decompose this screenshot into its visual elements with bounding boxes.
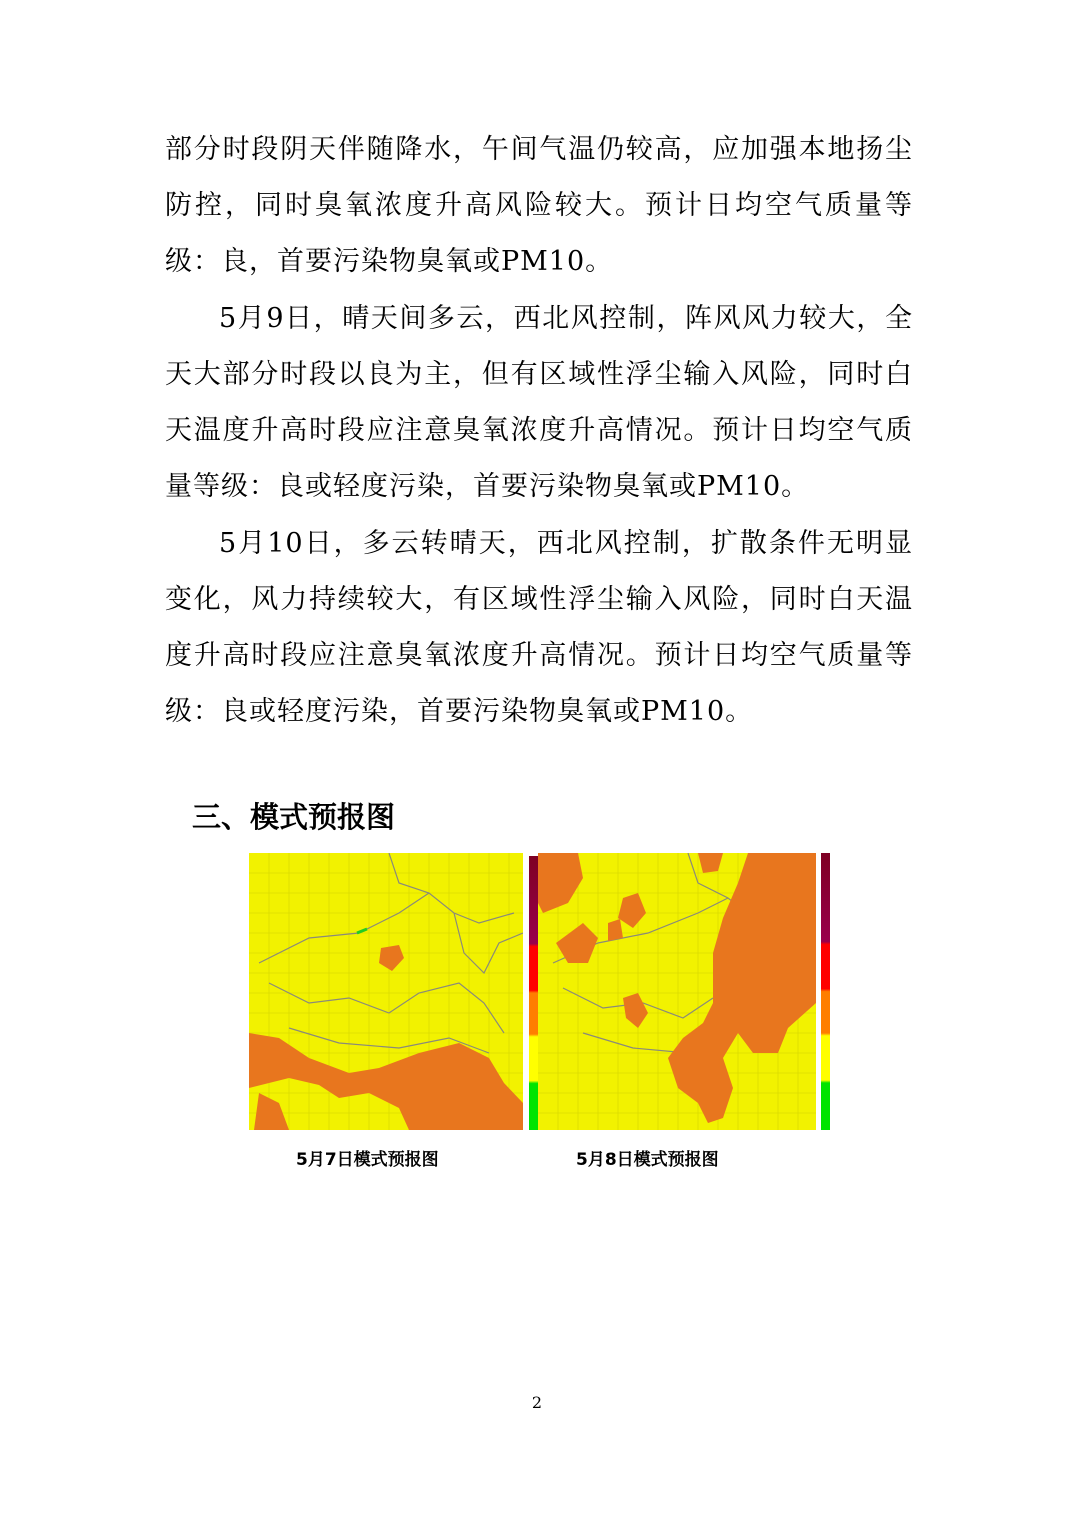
paragraph-may-8-continued: 部分时段阴天伴随降水，午间气温仍较高，应加强本地扬尘防控，同时臭氧浓度升高风险较大。预计日均空气质量等级：良，首要污染物臭氧或PM10。: [165, 134, 913, 277]
paragraph-may-9: 5月9日，晴天间多云，西北风控制，阵风风力较大，全天大部分时段以良为主，但有区域性浮尘输入风险，同时白天温度升高时段应注意臭氧浓度升高情况。预计日均空气质量等级：良或轻度污染，首要污染物臭氧或PM10。: [165, 303, 913, 502]
forecast-map-may-8: [538, 853, 816, 1130]
legend-colorbar: [529, 856, 538, 1130]
legend-colorbar: [821, 853, 830, 1130]
section-heading: 三、模式预报图: [192, 800, 396, 834]
page-number: 2: [531, 1393, 543, 1412]
paragraph-may-10: 5月10日，多云转晴天，西北风控制，扩散条件无明显变化，风力持续较大，有区域性浮尘输入风险，同时白天温度升高时段应注意臭氧浓度升高情况。预计日均空气质量等级：良或轻度污染，首要污染物臭氧或PM10。: [165, 528, 913, 727]
figure-caption-may-8: 5月8日模式预报图: [576, 1150, 719, 1170]
forecast-map-may-7: [249, 853, 523, 1130]
figure-caption-may-7: 5月7日模式预报图: [296, 1150, 439, 1170]
